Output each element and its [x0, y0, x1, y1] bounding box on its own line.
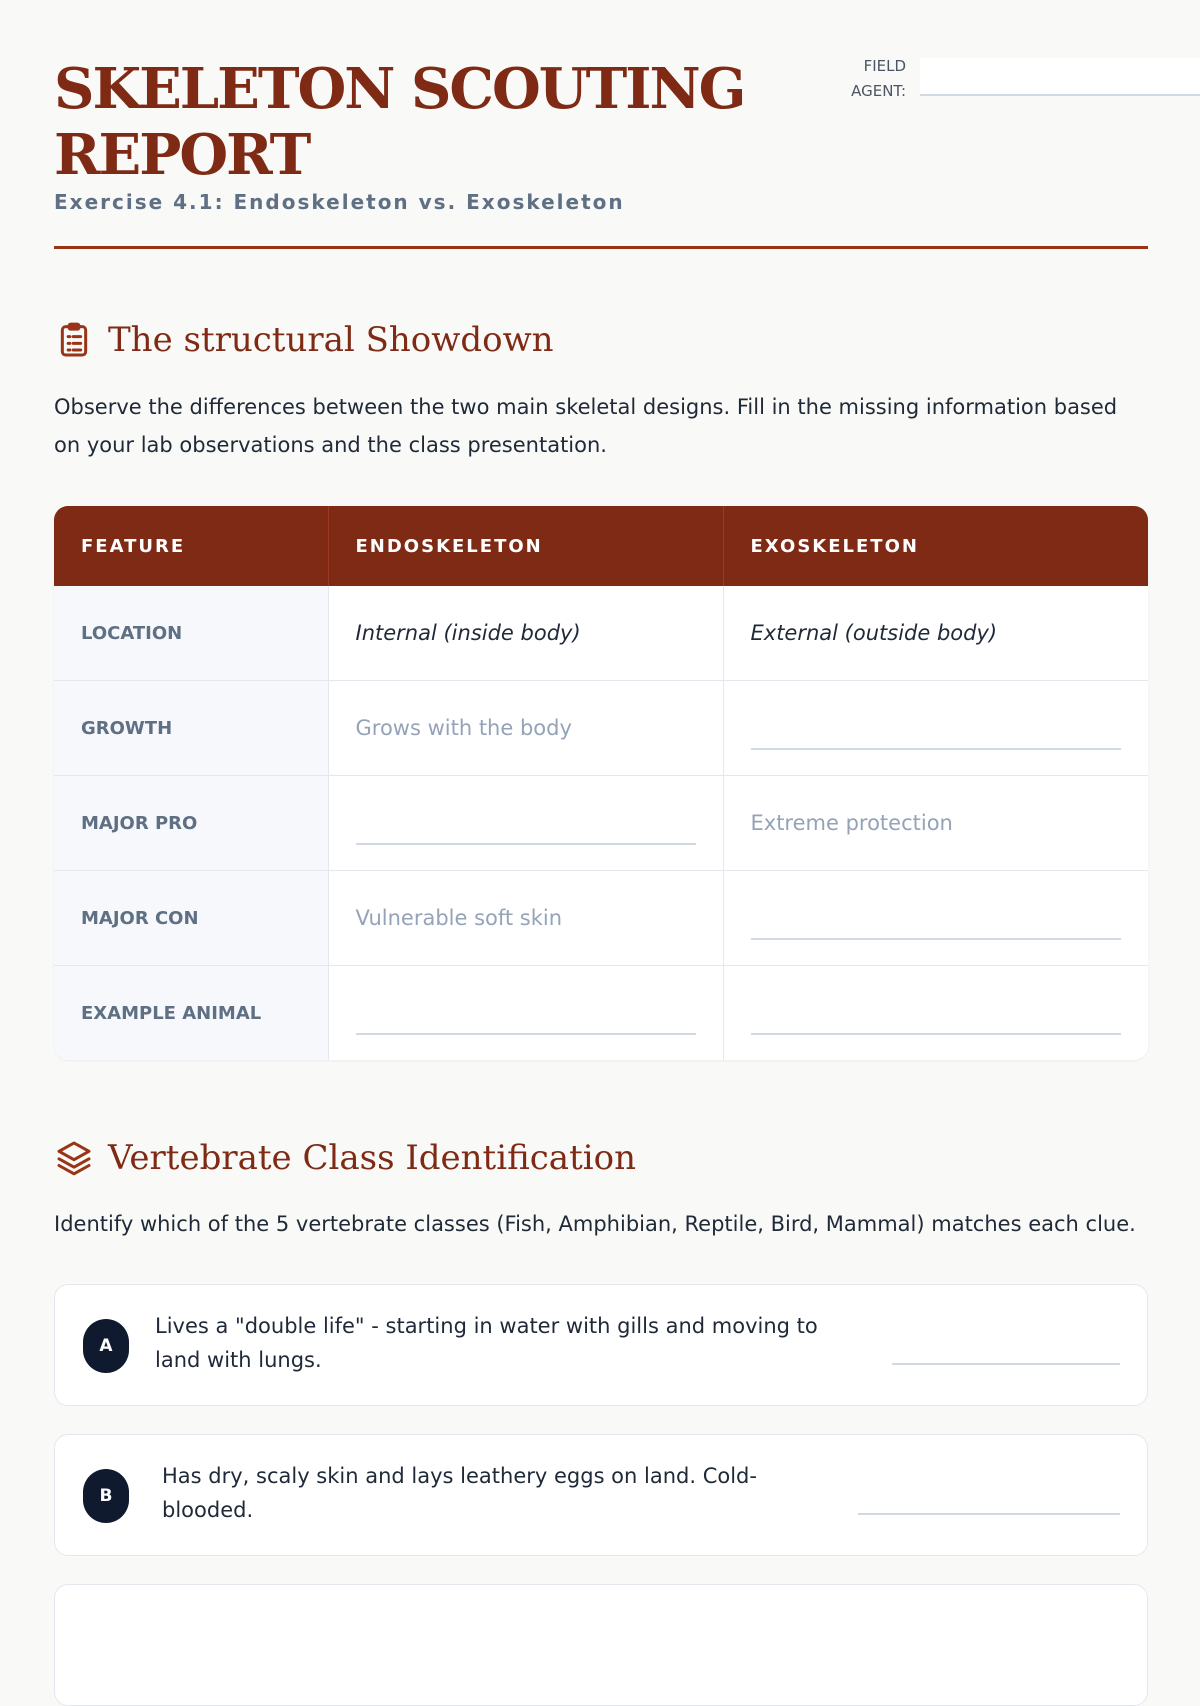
answer-blank[interactable]	[356, 813, 696, 845]
answer-blank[interactable]	[751, 718, 1122, 750]
exo-cell: Extreme protection	[723, 776, 1148, 871]
section-title: Vertebrate Class Identification	[108, 1138, 636, 1178]
clue-card-partial	[54, 1584, 1148, 1706]
report-title: SKELETON SCOUTING REPORT	[54, 56, 745, 188]
clue-text: Has dry, scaly skin and lays leathery eggs on land. Cold-blooded.	[162, 1464, 757, 1522]
table-row	[54, 966, 1148, 1061]
table-row	[54, 871, 1148, 966]
header-divider	[54, 246, 1148, 249]
table-header-row	[54, 506, 1148, 586]
clue-card	[54, 1434, 1148, 1556]
feature-cell: MAJOR CON	[54, 871, 328, 966]
exo-cell: External (outside body)	[723, 586, 1148, 681]
answer-blank[interactable]	[356, 1003, 696, 1035]
field-agent-label-line2: AGENT:	[851, 82, 906, 100]
exercise-subtitle: Exercise 4.1: Endoskeleton vs. Exoskeleton	[54, 190, 625, 214]
answer-blank[interactable]	[751, 908, 1122, 940]
feature-cell: EXAMPLE ANIMAL	[54, 966, 328, 1061]
exo-cell[interactable]	[723, 871, 1148, 966]
feature-cell: LOCATION	[54, 586, 328, 681]
skeleton-comparison-table	[54, 506, 1148, 1060]
answer-blank[interactable]	[751, 1003, 1122, 1035]
section-title: The structural Showdown	[108, 320, 554, 360]
table-row	[54, 681, 1148, 776]
section-intro: Identify which of the 5 vertebrate classes (Fish, Amphibian, Reptile, Bird, Mammal) matches each clue.	[54, 1212, 1136, 1236]
field-agent-label	[766, 54, 906, 104]
section-intro: Observe the differences between the two main skeletal designs. Fill in the missing information based on your lab observations and the class presentation.	[54, 395, 1118, 457]
endo-cell[interactable]	[328, 966, 723, 1061]
clue-text: Lives a "double life" - starting in water with gills and moving to land with lungs.	[155, 1314, 818, 1372]
clue-letter-badge: A	[83, 1319, 129, 1373]
column-header-endoskeleton: ENDOSKELETON	[328, 506, 723, 586]
feature-cell: GROWTH	[54, 681, 328, 776]
field-agent-label-line1: FIELD	[863, 57, 906, 75]
clue-card	[54, 1284, 1148, 1406]
exo-cell[interactable]	[723, 681, 1148, 776]
structural-showdown-heading	[54, 320, 554, 360]
clue-answer-blank[interactable]	[892, 1363, 1120, 1365]
endo-cell: Grows with the body	[328, 681, 723, 776]
table-row	[54, 586, 1148, 681]
column-header-feature: FEATURE	[54, 506, 328, 586]
exo-cell[interactable]	[723, 966, 1148, 1061]
feature-cell: MAJOR PRO	[54, 776, 328, 871]
vertebrate-class-heading	[54, 1138, 636, 1178]
layers-icon	[54, 1138, 94, 1178]
clue-answer-blank[interactable]	[858, 1513, 1120, 1515]
table-row	[54, 776, 1148, 871]
field-agent-input[interactable]	[920, 58, 1200, 96]
endo-cell: Vulnerable soft skin	[328, 871, 723, 966]
endo-cell: Internal (inside body)	[328, 586, 723, 681]
column-header-exoskeleton: EXOSKELETON	[723, 506, 1148, 586]
clipboard-icon	[54, 320, 94, 360]
clue-letter-badge: B	[83, 1469, 129, 1523]
endo-cell[interactable]	[328, 776, 723, 871]
